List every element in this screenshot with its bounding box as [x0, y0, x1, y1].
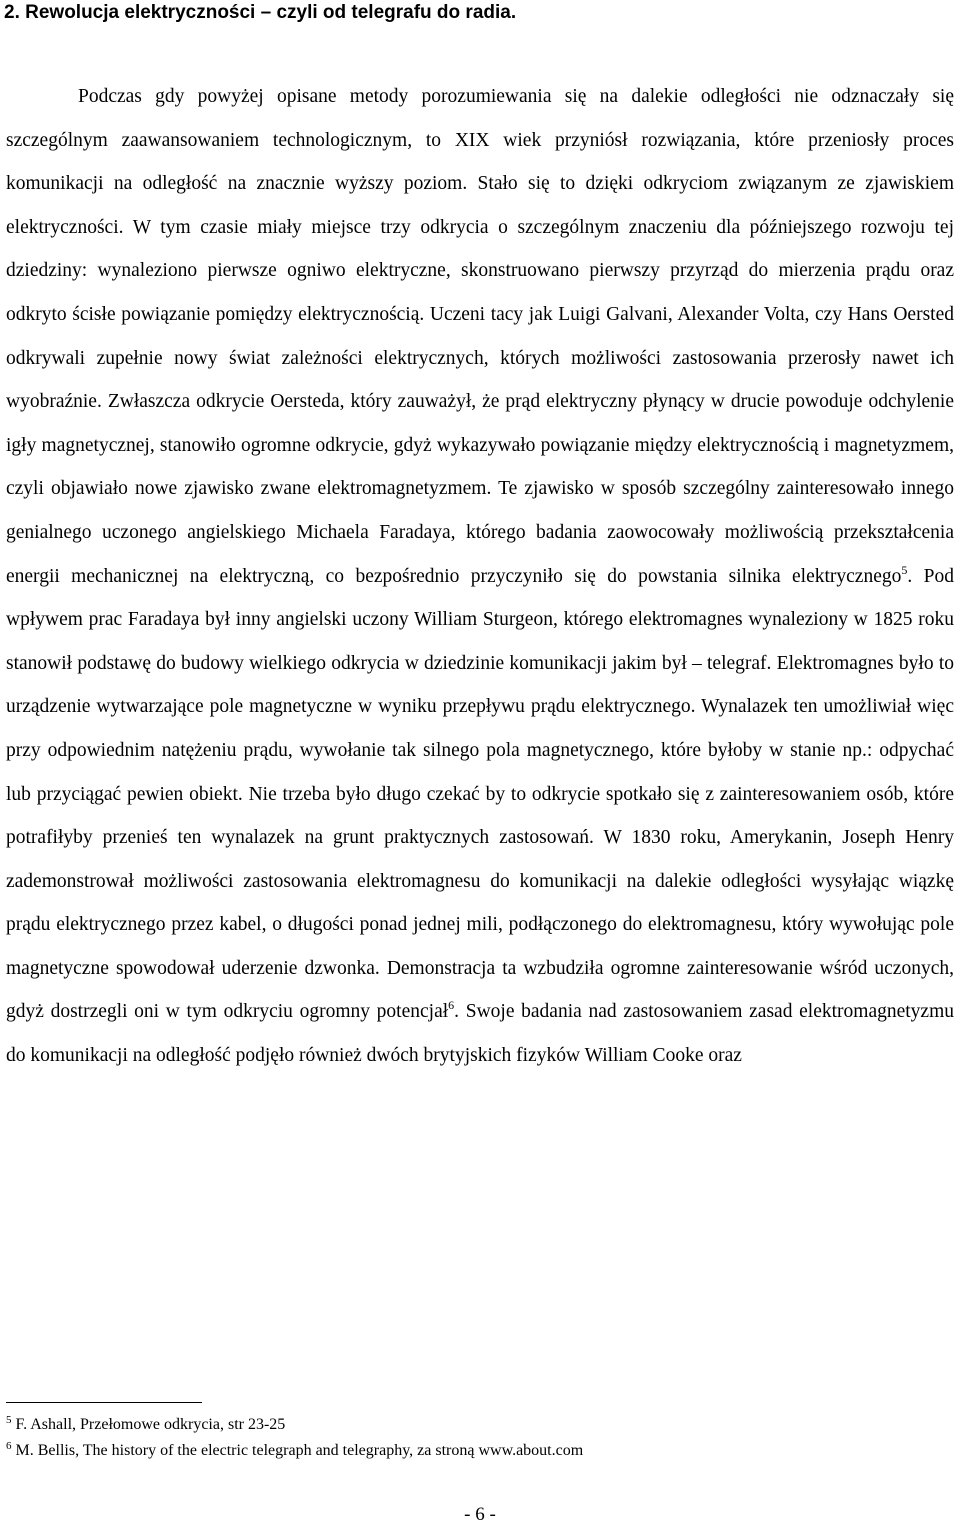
footnote-5: [6, 1412, 954, 1438]
footnote-number: 6: [6, 1440, 12, 1452]
footnote-separator: [6, 1402, 202, 1403]
paragraph-text-3: . Swoje badania nad zastosowaniem zasad elektromagnetyzmu do komunikacji na odległość podjęło również dwóch brytyjskich fizyków William Cooke oraz: [6, 1001, 954, 1067]
section-heading: 2. Rewolucja elektryczności – czyli od telegrafu do radia.: [4, 2, 517, 23]
body-paragraph: [6, 75, 954, 1078]
footnote-number: 5: [6, 1414, 12, 1426]
footnote-reference-5[interactable]: 5: [901, 562, 908, 577]
paragraph-text-2: . Pod wpływem prac Faradaya był inny angielski uczony William Sturgeon, którego elektromagnes wynaleziony w 1825 roku stanowił podstawę do budowy wielkiego odkrycia w dziedzinie komunikacji jakim był – telegraf. Elektromagnes było to urządzenie wytwarzające pole magnetyczne w wyniku przepływu prądu elektrycznego. Wynalazek ten umożliwiał więc przy odpowiednim natężeniu prądu, wywołanie tak silnego pola magnetycznego, które byłoby w stanie np.: odpychać lub przyciągać pewien obiekt. Nie trzeba było długo czekać by to odkrycie spotkało się z zainteresowaniem osób, które potrafiłyby przenieś ten wynalazek na grunt praktycznych zastosowań. W 1830 roku, Amerykanin, Joseph Henry zademonstrował możliwości zastosowania elektromagnesu do komunikacji na dalekie odległości wysyłając wiązkę prądu elektrycznego przez kabel, o długości ponad jednej mili, podłączonego do elektromagnesu, który wywołując pole magnetyczne spowodował uderzenie dzwonka. Demonstracja ta wzbudziła ogromne zainteresowanie wśród uczonych, gdyż dostrzegli oni w tym odkryciu ogromny potencjał: [6, 565, 954, 1023]
page-number: - 6 -: [464, 1504, 496, 1525]
footnote-text: F. Ashall, Przełomowe odkrycia, str 23-25: [15, 1416, 286, 1433]
paragraph-text-1: Podczas gdy powyżej opisane metody porozumiewania się na dalekie odległości nie odznaczały się szczególnym zaawansowaniem technologicznym, to XIX wiek przyniósł rozwiązania, które przeniosły proces komunikacji na odległość na znacznie wyższy poziom. Stało się to dzięki odkryciom związanym ze zjawiskiem elektryczności. W tym czasie miały miejsce trzy odkrycia o szczególnym znaczeniu dla późniejszego rozwoju tej dziedziny: wynaleziono pierwsze ogniwo elektryczne, skonstruowano pierwszy przyrząd do mierzenia prądu oraz odkryto ścisłe powiązanie pomiędzy elektrycznością. Uczeni tacy jak Luigi Galvani, Alexander Volta, czy Hans Oersted odkrywali zupełnie nowy świat zależności elektrycznych, których możliwości zastosowania przerosły nawet ich wyobraźnie. Zwłaszcza odkrycie Oersteda, który zauważył, że prąd elektryczny płynący w drucie powoduje odchylenie igły magnetycznej, stanowiło ogromne odkrycie, gdyż wykazywało powiązanie między elektrycznością i magnetyzmem, czyli objawiało nowe zjawisko zwane elektromagnetyzmem. Te zjawisko w sposób szczególny zainteresowało innego genialnego uczonego angielskiego Michaela Faradaya, którego badania zaowocowały możliwością przekształcenia energii mechanicznej na elektryczną, co bezpośrednio przyczyniło się do powstania silnika elektrycznego: [6, 86, 954, 587]
footnote-reference-6[interactable]: 6: [448, 998, 455, 1013]
footnote-6: [6, 1438, 954, 1464]
footnote-text: M. Bellis, The history of the electric telegraph and telegraphy, za stroną www.about.com: [15, 1442, 584, 1459]
footnotes: [6, 1412, 954, 1464]
